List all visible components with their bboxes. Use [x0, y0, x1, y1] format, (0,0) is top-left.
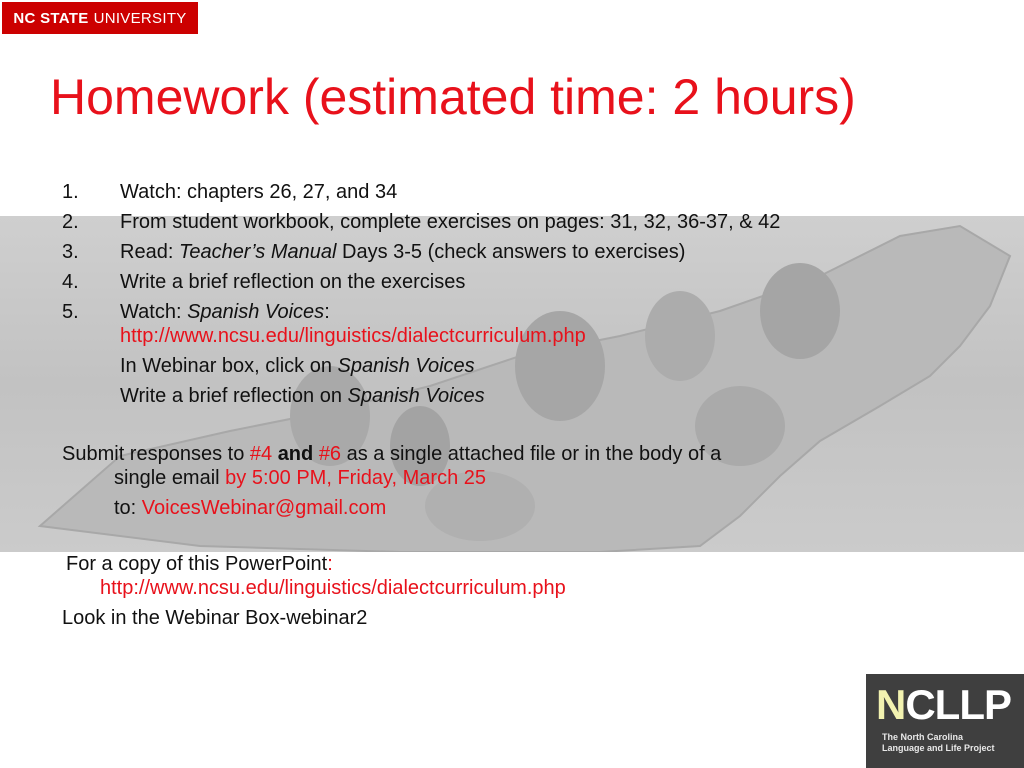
copy-note: Look in the Webinar Box-webinar2: [62, 607, 368, 629]
list-item: [62, 354, 962, 378]
ncllp-logo-first: N: [876, 681, 906, 728]
submit-to-label: to:: [114, 497, 142, 519]
ncllp-logo-tagline: [876, 732, 1014, 754]
ncstate-logo: [2, 2, 198, 34]
copy-label: [62, 553, 333, 575]
task-text: Write a brief reflection on the exercises: [120, 271, 466, 293]
submit-email-link[interactable]: VoicesWebinar@gmail.com: [141, 497, 387, 519]
task-text-prefix: Read:: [120, 241, 179, 263]
slide-body: [62, 180, 962, 630]
task-text-italic: Teacher’s Manual: [178, 241, 337, 263]
list-item: [62, 240, 962, 264]
subtask-prefix: Write a brief reflection on: [120, 385, 348, 407]
submit-text: Submit responses to: [62, 443, 250, 465]
submit-text: single email: [114, 467, 226, 489]
list-number: 3.: [62, 241, 79, 263]
submit-ref-2: #6: [318, 443, 342, 465]
list-number: 4.: [62, 271, 79, 293]
list-item: [62, 300, 962, 348]
spacer: [62, 414, 962, 442]
task-text-suffix: Days 3-5 (check answers to exercises): [336, 241, 686, 263]
submit-text: as a single attached file or in the body of a: [341, 443, 722, 465]
submit-and: and: [277, 443, 314, 465]
list-item: [62, 210, 962, 234]
subtask-italic: Spanish Voices: [347, 385, 485, 407]
submit-ref-1: #4: [249, 443, 273, 465]
submit-deadline: by 5:00 PM, Friday, March 25: [225, 467, 487, 489]
ncstate-logo-bold: NC STATE: [13, 9, 89, 27]
submit-to-line: [62, 496, 962, 520]
ncstate-logo-rest: UNIVERSITY: [93, 9, 187, 27]
ncllp-tagline-2: Language and Life Project: [882, 743, 995, 753]
ncllp-logo-rest: CLLP: [905, 681, 1011, 728]
list-item: [62, 384, 962, 408]
task-list: [62, 180, 962, 408]
submit-line-2: [62, 466, 962, 490]
ncllp-tagline-1: The North Carolina: [882, 732, 964, 742]
task-text-prefix: Watch:: [120, 301, 188, 323]
powerpoint-link[interactable]: http://www.ncsu.edu/linguistics/dialectcurriculum.php: [100, 577, 566, 599]
ncllp-logo-brand: [876, 680, 1014, 730]
subtask-italic: Spanish Voices: [337, 355, 475, 377]
ncllp-logo: [866, 674, 1024, 768]
copy-label-colon: :: [327, 553, 333, 575]
list-number: 5.: [62, 301, 79, 323]
powerpoint-copy-info: [62, 552, 962, 630]
curriculum-link[interactable]: http://www.ncsu.edu/linguistics/dialectcurriculum.php: [120, 325, 586, 347]
task-text: From student workbook, complete exercises on pages: 31, 32, 36-37, & 42: [120, 211, 781, 233]
task-text: Watch: chapters 26, 27, and 34: [120, 181, 398, 203]
list-number: 2.: [62, 211, 79, 233]
copy-label-text: For a copy of this PowerPoint: [66, 553, 328, 575]
list-item: [62, 180, 962, 204]
list-number: 1.: [62, 181, 79, 203]
subtask-prefix: In Webinar box, click on: [120, 355, 338, 377]
slide-title: Homework (estimated time: 2 hours): [50, 69, 856, 125]
list-item: [62, 270, 962, 294]
submit-instructions: [62, 442, 962, 520]
task-text-suffix: :: [324, 301, 330, 323]
task-text-italic: Spanish Voices: [187, 301, 325, 323]
